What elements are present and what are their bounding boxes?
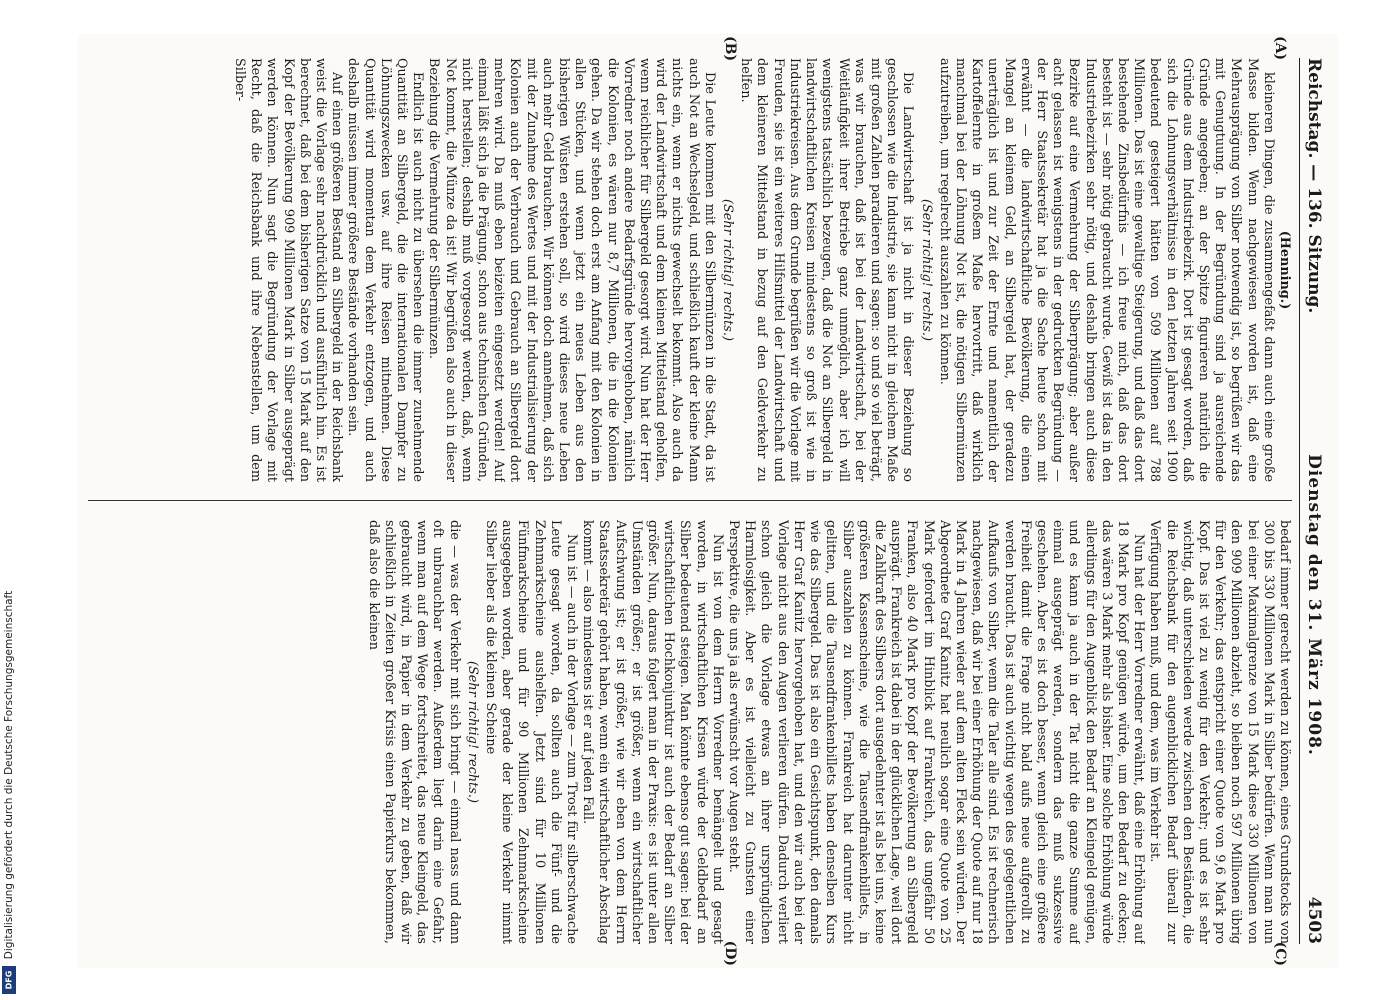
paragraph: Nun ist — auch in der Vorlage — zum Trost für silberschwache Leute gesagt worden, da sollten auch die Fünf- und die Zehnmarkscheine aushelfen. Jetzt sind für 10 Millionen Fünfmarkscheine und für 90 Millionen Zehnmarkscheine ausgegeben worden, aber gerade der kleine Verkehr nimmt Silber lieber als die kleinen Scheine (483, 520, 580, 944)
page-number: 4503 (1304, 896, 1324, 944)
paragraph: bedarf immer gerecht werden zu können, eines Grundstocks von 300 bis 330 Millionen Mark in Silber bedürfen. Wenn man nun bei einer Maximalgrenze von 15 Mark diese 330 Millionen von den 909 Millionen abzieht, so bleiben noch 597 Millionen übrig für den Verkehr; das entspricht einer Quote von 9,6 Mark pro Kopf. Das ist viel zu wenig für den Verkehr; und es ist sehr wichtig, daß unterschieden werde zwischen den Beständen, die die Reichsbank für den augenblicklichen Bedarf überall zur Verfügung haben muß, und dem, was im Verkehr ist. (1147, 520, 1292, 944)
scanned-page (78, 34, 1338, 968)
margin-mark-a: (A) (1272, 36, 1288, 61)
paragraph: Die Leute kommen mit den Silbermünzen in die Stadt, da ist auch Not an Wechselgeld, und schließlich kauft der kleine Mann nichts ein, wenn er nichts gewechselt bekommt. Also auch da wird der Landwirtschaft und dem kleinen Mittelstand geholfen, wenn reichlicher für Silbergeld gesorgt wird. Nun hat der Herr Vorredner noch andere Bedarfsgründe hervorgehoben, nämlich die Kolonien, es wären nur 8,7 Millionen, die in die Kolonien gehen. Da wir stehen doch erst am Anfang mit den Kolonien in allen Stücken, und wenn jetzt ein neues Leben aus den bisherigen Wüsten erstehen soll, so wird dieses neue Leben auch mehr Geld brauchen. Wir können doch annehmen, daß sich mit der Zunahme des Wertes und mit der Industrialisierung der Kolonien auch der Verbrauch und Gebrauch an Silbergeld dort mehren wird. Da muß eben beizeiten eingesetzt werden! Auf einmal läßt sich ja die Prägung, schon aus technischen Gründen, nicht herstellen; deshalb muß vorgesorgt werden, daß, wenn Not kommt, die Münze da ist! Wir begrüßen also auch in dieser Beziehung die Vermehrung der Silbermünzen. (426, 58, 717, 482)
left-column (88, 58, 1292, 482)
interjection: (Sehr richtig! rechts.) (918, 199, 934, 341)
page-header (1304, 58, 1332, 944)
paragraph: die — was der Verkehr mit sich bringt — einmal nass und dann oft unbrauchbar werden. Außerdem liegt darin eine Gefahr, wenn man auf dem Wege fortschreitet, das neue Kleingeld, das gebraucht wird, in Papier in dem Verkehr zu geben, daß wir schließlich in Zeiten großer Krisis einen Papierkurs bekommen, daß also die kleinen (365, 520, 462, 944)
left-header: Reichstag. — 136. Sitzung. (1304, 58, 1324, 314)
margin-mark-c: (C) (1272, 941, 1288, 966)
paragraph: Nun ist von dem Herrn Vorredner bemängelt und gesagt worden, in wirtschaftlichen Krisen würde der Geldbedarf an Silber bedeutend steigen. Man könnte ebenso gut sagen: bei der wirtschaftlichen Hochkonjunktur ist auch der Bedarf an Silber größer. Nun, daraus folgert man in der Praxis: es ist unter allen Umständen größer; er ist größer, wenn ein wirtschaftlicher Aufschwung ist; er ist größer, wie wir eben von dem Herrn Staatssekretär gehört haben, wenn ein wirtschaftlicher Abschlag kommt — also mindestens ist er auf jeden Fall. (580, 520, 725, 944)
interjection: (Sehr richtig! rechts.) (720, 199, 736, 341)
digitization-note (2, 560, 16, 990)
right-column (88, 520, 1292, 944)
paragraph: Nun hat der Herr Vorredner erwähnt, daß eine Erhöhung auf 18 Mark pro Kopf genügen würde, um den Bedarf zu decken; das wären 3 Mark mehr als bisher. Eine solche Erhöhung würde allerdings für den Augenblick den Bedarf an Kleingeld genügen, und es kann ja auch in der Tat nicht die ganze Summe auf einmal ausgeprägt werden, sondern das muß sukzessive geschehen. Aber es ist doch besser, wenn gleich eine größere Freiheit damit die Frage nicht bald aufs neue aufgerollt zu werden braucht. Das ist auch wichtig wegen des gelegentlichen Aufkaufs von Silber, wenn die Taler alle sind. Es ist rechnerisch nachgewiesen, daß wir bei einer Erhöhung der Quote auf nur 18 Mark in 4 Jahren wieder auf dem alten Fleck sein würden. Der Abgeordnete Graf Kanitz hat neulich sogar eine Quote von 25 Mark gefordert im Hinblick auf Frankreich, das ungefähr 50 Franken, also 40 Mark pro Kopf der Bevölkerung an Silbergeld ausprägt. Frankreich ist dabei in der glücklichen Lage, weil dort die Zahlkraft des Silbers dort ausgedehnter ist als bei uns, keine größeren Kassenscheine, wie die Tausendfrankenbillets, in Silber auszahlen zu können. Frankreich hat darunter nicht gelitten, und die Tausendfrankenbillets haben denselben Kurs wie das Silbergeld. Das ist also ein Gesichtspunkt, den damals Herr Graf Kanitz hervorgehoben hat, und den wir auch bei der Vorlage nicht aus den Augen verlieren dürfen. Dadurch verliert schon gleich die Vorlage etwas an ihrer ursprünglichen Harmlosigkeit. Aber es ist vielleicht zu Gunsten einer Perspektive, die uns ja als erwünscht vor Augen steht. (726, 520, 1147, 944)
speaker-label: (Henning.) (1277, 230, 1292, 310)
interjection: (Sehr richtig! rechts.) (464, 661, 480, 803)
rotated-page-content (78, 34, 1338, 968)
column-divider (88, 500, 1292, 501)
digitization-note-text: Digitalisierung gefördert durch die Deutsche Forschungsgemeinschaft (3, 590, 15, 960)
paragraph: Endlich ist auch nicht zu übersehen die immer zunehmende Quantität an Silbergeld, die die internationalen Dampfer zu Löhnungszwecken usw. auf ihre Reisen mitnehmen. Diese Quantität wird momentan dem Verkehr entzogen, und auch deshalb müssen immer größere Bestände vorhanden sein. (345, 58, 426, 482)
margin-mark-b: (B) (722, 36, 738, 62)
margin-mark-d: (D) (722, 940, 738, 966)
paragraph: Die Landwirtschaft ist ja nicht in dieser Beziehung so geschlossen wie die Industrie, sie kann nicht in gleichem Maße mit großen Zahlen paradieren und sagen: so und so viel beträgt, was wir brauchen, daß ist bei der Landwirtschaft, bei der Weitläufigkeit ihrer Betriebe ganz unmöglich, aber ich will wenigstens tatsächlich bezeugen, daß die Not an Silbergeld in landwirtschaftlichen Kreisen mindestens so groß ist wie in Industriekreisen. Aus dem Grunde begrüßen wir die Vorlage mit Freuden, sie ist ein weiteres Hilfsmittel der Landwirtschaft und dem kleineren Mittelstand in bezug auf den Geldverkehr zu helfen. (738, 58, 916, 482)
paragraph: kleineren Dingen, die zusammengefaßt dann auch eine große Masse bilden. Wenn nachgewiesen worden ist, daß eine Mehrausprägung von Silber notwendig ist, so begrüßen wir das mit Genugtuung. In der Begründung sind ja ausreichende Gründe angegeben; an der Spitze figurieren natürlich die Gründe aus dem Industriebezirk. Dort ist gesagt worden, daß sich die Lohnungsverhältnisse in den letzten Jahren seit 1900 bedeutend gesteigert hätten von 509 Millionen auf 788 Millionen. Das ist eine gewaltige Steigerung, und daß das dort bestehende Zinsbedürfnis — ich freue mich, daß das dort besteht ist — sehr nötig gebraucht wurde. Gewiß ist das in den Industriebezirken sehr nötig, und deshalb bringen auch diese Bezirke auf eine Vermehrung der Silberprägung; aber außer acht gelassen ist wenigstens in der gedruckten Begründung — der Herr Staatssekretär hat ja die Sache heute schon mit erwähnt — die landwirtschaftliche Bevölkerung, die einen Mangel an kleinem Geld, an Silbergeld hat, der geradezu unerträglich ist und zur Zeit der Ernte und namentlich der Kartoffelernte in großem Maße hervortritt, daß wirklich manchmal bei der Löhnung Not ist, die nötigen Silbermünzen aufzutreiben, um regelrecht auszahlen zu können. (936, 58, 1276, 482)
paragraph: Auf einen größeren Bestand an Silbergeld in der Reichsbank weist die Vorlage sehr nachdrücklich und ausführlich hin. Es ist berechnet, daß bei dem bisherigen Satze von 15 Mark auf den Kopf der Bevölkerung 909 Millionen Mark in Silber ausgeprägt werden können. Nun sagt die Begründung der Vorlage mit Recht, daß die Reichsbank und ihre Nebenstellen, um dem Silber- (232, 58, 345, 482)
right-header: Dienstag den 31. März 1908. (1304, 454, 1324, 756)
header-rule (1299, 58, 1300, 944)
dfg-logo (2, 966, 16, 994)
dfg-logo-text: DFG (4, 970, 14, 990)
